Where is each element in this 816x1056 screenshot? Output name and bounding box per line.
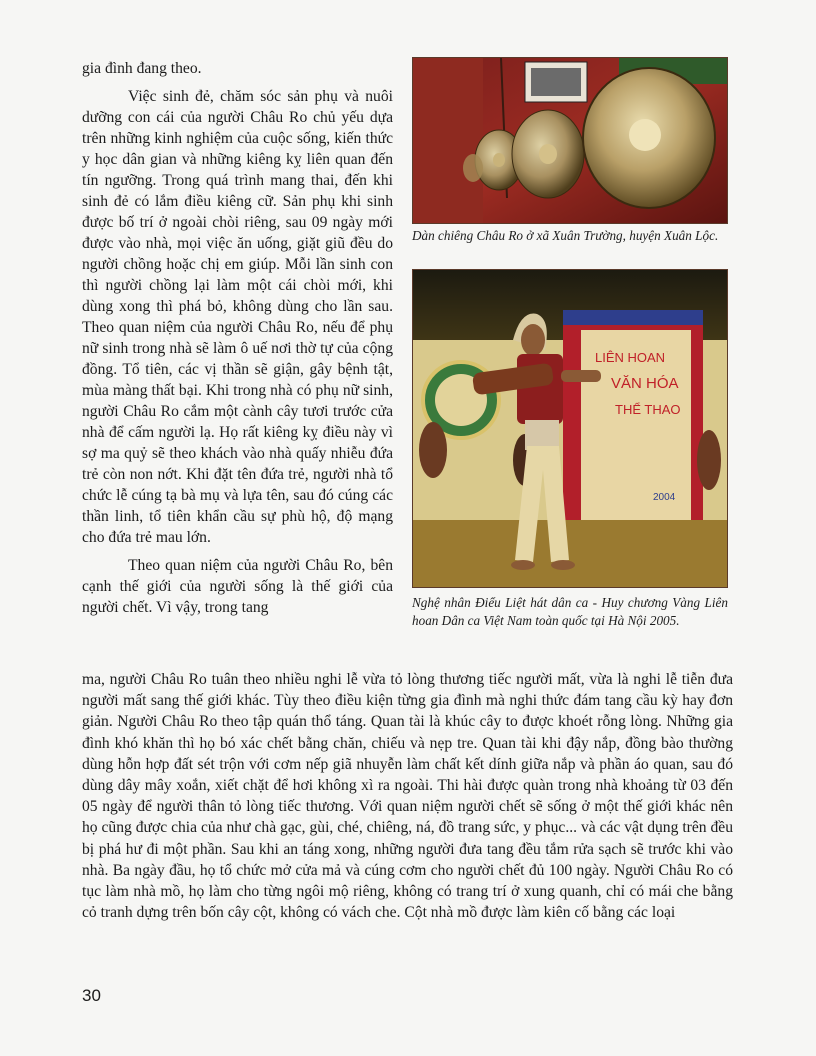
banner-text-3: THỂ THAO xyxy=(615,402,681,417)
left-text-column xyxy=(82,58,393,618)
paragraph-funeral-start: Theo quan niệm của người Châu Ro, bên cạnh thế giới của người sống là thế giới của người chết. Vì vậy, trong tang xyxy=(82,557,393,616)
paragraph-continuation: gia đình đang theo. xyxy=(82,60,202,77)
banner-text-2: VĂN HÓA xyxy=(611,375,679,392)
banner-text-1: LIÊN HOAN xyxy=(595,350,666,365)
paragraph-childbirth: Việc sinh đẻ, chăm sóc sản phụ và nuôi dưỡng con cái của người Châu Ro chủ yếu dựa trên những kinh nghiệm của cuộc sống, kiến thức y học dân gian và những kiêng kỵ liên quan đến tín ngưỡng. Trong quá trình mang thai, đến khi sinh đẻ có lắm điều kiêng cữ. Sản phụ khi sinh được bố trí ở ngoài chòi riêng, sau 09 ngày mới được vào nhà, mọi việc ăn uống, giặt giũ đều do người chồng hoặc chị em giúp. Mỗi lần sinh con thì người chồng lại làm một cái chòi mới, khi dùng xong thì phá bỏ, không dùng cho lần sau. Theo quan niệm của người Châu Ro, nếu để phụ nữ sinh trong nhà sẽ làm ô uế nơi thờ tự của cộng đồng. Tổ tiên, các vị thần sẽ giận, gây bệnh tật, mùa màng thất bại. Khi trong nhà có phụ nữ sinh, người Châu Ro cắm một cành cây tươi trước cửa nhà để cấm người lạ. Họ rất kiêng kỵ điều này vì sợ ma quỷ sẽ theo khách vào nhà quấy nhiễu đứa trẻ còn non nớt. Khi đặt tên đứa trẻ, người nhà tổ chức lễ cúng tạ bà mụ và lựa tên, sau đó cúng các thần linh, tổ tiên khẩn cầu sự phù hộ, độ mạng cho đứa trẻ mau lớn. xyxy=(82,88,393,546)
page-number: 30 xyxy=(82,986,101,1005)
paragraph-funeral-rites: ma, người Châu Ro tuân theo nhiều nghi lễ vừa tỏ lòng thương tiếc người mất, vừa là nghi lễ tiễn đưa người mất sang thế giới khác. Tùy theo điều kiện từng gia đình mà nghi thức đám tang cầu kỳ hay đơn giản. Người Châu Ro theo tập quán thổ táng. Quan tài là khúc cây to được khoét rỗng lòng. Những gia đình khó khăn thì họ bó xác chết bằng chăn, chiếu và nẹp tre. Quan tài khi đậy nắp, đồng bào thường dùng hỗn hợp đất sét trộn với cơm nếp giã nhuyễn làm chất kết dính giữa nắp và phần áo quan, sau đó dùng dây mây xoắn, xiết chặt để hơi không xì ra ngoài. Thi hài được quàn trong nhà khoảng từ 03 đến 05 ngày để người thân tỏ lòng tiếc thương. Với quan niệm người chết sẽ sống ở một thế giới khác nên họ cũng được chia của như chà gạc, gùi, ché, chiêng, ná, đồ trang sức, y phục... và các vật dụng trên đều bị phá hư đi một phần. Sau khi an táng xong, những người đưa tang đều tắm rửa sạch sẽ trước khi vào nhà. Ba ngày đầu, họ tổ chức mở cửa mả và cúng cơm cho người chết đủ 100 ngày. Người Châu Ro có tục làm nhà mồ, họ làm cho từng ngôi mộ riêng, không có trang trí ở xung quanh, chỉ có mái che bằng cỏ tranh dựng trên bốn cây cột, không có vách che. Cột nhà mồ được làm kiên cố bằng các loại xyxy=(82,671,733,922)
figure-caption-singer: Nghệ nhân Điểu Liệt hát dân ca - Huy chương Vàng Liên hoan Dân ca Việt Nam toàn quốc tại Hà Nội 2005. xyxy=(412,595,728,628)
gong-ensemble-photo xyxy=(412,57,728,224)
full-width-text xyxy=(82,669,733,923)
folk-singer-photo xyxy=(412,269,728,588)
banner-text-4: 2004 xyxy=(653,492,676,503)
figure-caption-gongs: Dàn chiêng Châu Ro ở xã Xuân Trường, huyện Xuân Lộc. xyxy=(412,228,719,243)
